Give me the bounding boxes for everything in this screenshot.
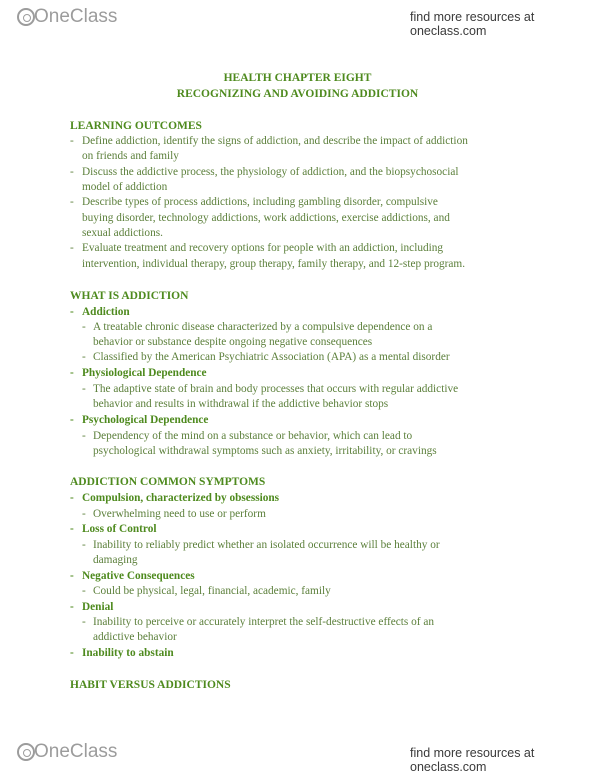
bullet: - bbox=[70, 601, 74, 613]
list-item: The adaptive state of brain and body processes that occurs with regular addictive bbox=[93, 383, 459, 395]
list-item: A treatable chronic disease characterized by a compulsive dependence on a bbox=[93, 321, 433, 333]
subheading-loss-of-control: Loss of Control bbox=[82, 523, 157, 535]
oneclass-logo-icon bbox=[17, 743, 35, 761]
list-item: Classified by the American Psychiatric Association (APA) as a mental disorder bbox=[93, 351, 450, 363]
section-heading-habit-versus-addictions: HABIT VERSUS ADDICTIONS bbox=[70, 679, 231, 691]
oneclass-logo-icon bbox=[17, 8, 35, 26]
subheading-inability-to-abstain: Inability to abstain bbox=[82, 647, 174, 659]
subheading-denial: Denial bbox=[82, 601, 114, 613]
list-item: psychological withdrawal symptoms such as anxiety, irritability, or cravings bbox=[93, 445, 437, 457]
list-item: Overwhelming need to use or perform bbox=[93, 508, 266, 520]
list-item: Dependency of the mind on a substance or behavior, which can lead to bbox=[93, 430, 413, 442]
list-item: intervention, individual therapy, group therapy, family therapy, and 12-step program. bbox=[82, 258, 466, 270]
bullet: - bbox=[70, 367, 74, 379]
section-heading-learning-outcomes: LEARNING OUTCOMES bbox=[70, 120, 202, 132]
bullet: - bbox=[82, 585, 86, 597]
list-item: buying disorder, technology addictions, work addictions, exercise addictions, and bbox=[82, 212, 450, 224]
bullet: - bbox=[82, 508, 86, 520]
subheading-compulsion: Compulsion, characterized by obsessions bbox=[82, 492, 280, 504]
bullet: - bbox=[70, 492, 74, 504]
find-more-link[interactable]: find more resources at oneclass.com bbox=[410, 10, 535, 38]
brand-text: OneClass bbox=[34, 6, 118, 27]
bullet: - bbox=[82, 351, 86, 363]
oneclass-logo-footer bbox=[17, 741, 117, 763]
list-item: Define addiction, identify the signs of addiction, and describe the impact of addiction bbox=[82, 135, 468, 147]
subheading-physiological-dependence: Physiological Dependence bbox=[82, 367, 207, 379]
bullet: - bbox=[70, 414, 74, 426]
list-item: addictive behavior bbox=[93, 631, 177, 643]
bullet: - bbox=[70, 306, 74, 318]
oneclass-logo bbox=[17, 6, 117, 28]
bullet: - bbox=[82, 321, 86, 333]
list-item: Could be physical, legal, financial, academic, family bbox=[93, 585, 331, 597]
bullet: - bbox=[70, 523, 74, 535]
bullet: - bbox=[70, 166, 74, 178]
list-item: Inability to perceive or accurately interpret the self-destructive effects of an bbox=[93, 616, 435, 628]
page-title: HEALTH CHAPTER EIGHT bbox=[223, 72, 372, 84]
find-more-link-footer[interactable]: find more resources at oneclass.com bbox=[410, 746, 535, 774]
bullet: - bbox=[70, 135, 74, 147]
list-item: damaging bbox=[93, 554, 138, 566]
bullet: - bbox=[82, 383, 86, 395]
list-item: model of addiction bbox=[82, 181, 168, 193]
list-item: on friends and family bbox=[82, 150, 179, 162]
bullet: - bbox=[70, 647, 74, 659]
subheading-addiction: Addiction bbox=[82, 306, 130, 318]
brand-text: OneClass bbox=[34, 741, 118, 762]
page-subtitle: RECOGNIZING AND AVOIDING ADDICTION bbox=[176, 88, 419, 100]
list-item: Inability to reliably predict whether an isolated occurrence will be healthy or bbox=[93, 539, 440, 551]
bullet: - bbox=[70, 570, 74, 582]
bullet: - bbox=[70, 242, 74, 254]
list-item: Evaluate treatment and recovery options for people with an addiction, including bbox=[82, 242, 444, 254]
list-item: Discuss the addictive process, the physiology of addiction, and the biopsychosocial bbox=[82, 166, 459, 178]
list-item: Describe types of process addictions, including gambling disorder, compulsive bbox=[82, 196, 438, 208]
bullet: - bbox=[70, 196, 74, 208]
section-heading-what-is-addiction: WHAT IS ADDICTION bbox=[70, 290, 189, 302]
list-item: behavior and results in withdrawal if the addictive behavior stops bbox=[93, 398, 389, 410]
bullet: - bbox=[82, 616, 86, 628]
list-item: sexual addictions. bbox=[82, 227, 163, 239]
subheading-negative-consequences: Negative Consequences bbox=[82, 570, 195, 582]
subheading-psychological-dependence: Psychological Dependence bbox=[82, 414, 209, 426]
list-item: behavior or substance despite ongoing negative consequences bbox=[93, 336, 373, 348]
bullet: - bbox=[82, 430, 86, 442]
section-heading-common-symptoms: ADDICTION COMMON SYMPTOMS bbox=[70, 476, 266, 488]
bullet: - bbox=[82, 539, 86, 551]
